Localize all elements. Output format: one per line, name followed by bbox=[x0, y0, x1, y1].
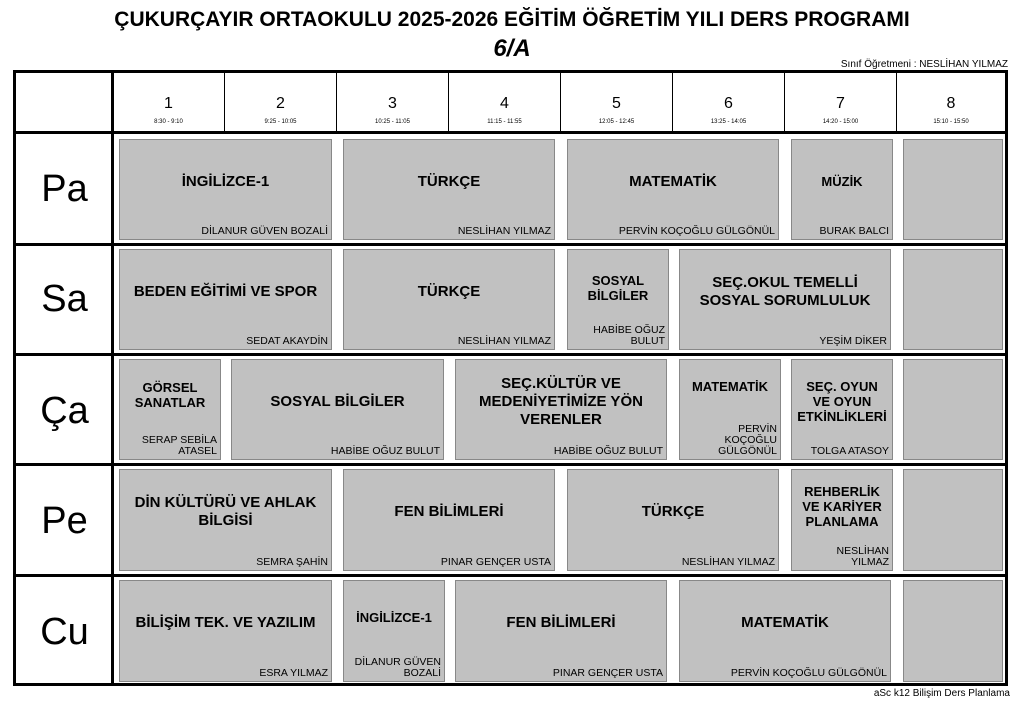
lesson-cell[interactable] bbox=[679, 249, 891, 350]
lesson-cell[interactable] bbox=[343, 249, 555, 350]
lesson-cell[interactable] bbox=[343, 580, 445, 682]
period-number: 8 bbox=[946, 95, 956, 112]
period-time: 15:10 - 15:50 bbox=[933, 119, 969, 125]
lesson-subject: FEN BİLİMLERİ bbox=[394, 503, 504, 520]
lesson-subject: SEÇ.KÜLTÜR VE MEDENİYETİMİZE YÖN VERENLER bbox=[479, 374, 643, 428]
period-number: 5 bbox=[612, 95, 621, 112]
lesson-teacher: HABİBE OĞUZ BULUT bbox=[553, 445, 663, 457]
lesson-cell[interactable] bbox=[791, 139, 893, 240]
period-time: 12:05 - 12:45 bbox=[598, 119, 635, 125]
lesson-teacher: NESLİHAN YILMAZ bbox=[681, 556, 775, 568]
period-time: 11:15 - 11:55 bbox=[487, 119, 522, 125]
lesson-subject: GÖRSEL SANATLAR bbox=[134, 379, 206, 410]
row-divider bbox=[13, 574, 1008, 577]
footer-credit: aSc k12 Bilişim Ders Planlama bbox=[873, 688, 1010, 699]
lesson-subject: FEN BİLİMLERİ bbox=[506, 614, 616, 631]
lesson-cell[interactable] bbox=[231, 359, 444, 460]
lesson-teacher: TOLGA ATASOY bbox=[810, 445, 889, 457]
lesson-cell[interactable] bbox=[119, 359, 221, 460]
lesson-teacher: PERVİN KOÇOĞLU GÜLGÖNÜL bbox=[618, 225, 775, 237]
lesson-teacher: SERAP SEBİLA ATASEL bbox=[141, 434, 217, 457]
lesson-cell[interactable] bbox=[567, 249, 669, 350]
lesson-subject: SOSYAL BİLGİLER bbox=[270, 392, 405, 410]
lesson-cell[interactable] bbox=[679, 580, 891, 682]
lesson-subject: İNGİLİZCE-1 bbox=[181, 172, 270, 190]
period-header bbox=[785, 73, 897, 131]
lesson-cell[interactable] bbox=[343, 469, 555, 571]
period-header bbox=[113, 73, 225, 131]
empty-lesson-cell[interactable] bbox=[903, 249, 1003, 350]
day-label: Pe bbox=[41, 500, 88, 542]
period-header bbox=[673, 73, 785, 131]
period-header bbox=[225, 73, 337, 131]
day-label: Pa bbox=[41, 168, 88, 210]
lesson-cell[interactable] bbox=[119, 469, 332, 571]
lesson-teacher: ESRA YILMAZ bbox=[259, 667, 328, 679]
lesson-teacher: SEMRA ŞAHİN bbox=[256, 556, 328, 568]
empty-lesson-cell[interactable] bbox=[903, 139, 1003, 240]
lesson-cell[interactable] bbox=[567, 469, 779, 571]
class-name: 6/A bbox=[493, 35, 531, 62]
lesson-teacher: DİLANUR GÜVEN BOZALİ bbox=[354, 656, 441, 679]
lesson-teacher: DİLANUR GÜVEN BOZALİ bbox=[201, 225, 328, 237]
row-divider bbox=[13, 131, 1008, 134]
lesson-teacher: YEŞİM DİKER bbox=[819, 335, 887, 347]
lesson-teacher: PINAR GENÇER USTA bbox=[440, 556, 551, 568]
lesson-cell[interactable] bbox=[343, 139, 555, 240]
lesson-teacher: HABİBE OĞUZ BULUT bbox=[593, 324, 665, 347]
lesson-cell[interactable] bbox=[791, 359, 893, 460]
class-teacher: Sınıf Öğretmeni : NESLİHAN YILMAZ bbox=[840, 59, 1008, 70]
lesson-subject: SEÇ.OKUL TEMELLİ SOSYAL SORUMLULUK bbox=[699, 273, 871, 309]
lesson-cell[interactable] bbox=[455, 580, 667, 682]
lesson-subject: TÜRKÇE bbox=[641, 503, 705, 520]
empty-lesson-cell[interactable] bbox=[903, 580, 1003, 682]
page-title: ÇUKURÇAYIR ORTAOKULU 2025-2026 EĞİTİM ÖĞRETİM YILI DERS PROGRAMI bbox=[114, 8, 910, 31]
period-number: 6 bbox=[724, 95, 733, 112]
lesson-subject: REHBERLİK VE KARİYER PLANLAMA bbox=[802, 483, 882, 529]
lesson-cell[interactable] bbox=[119, 139, 332, 240]
lesson-subject: TÜRKÇE bbox=[417, 282, 481, 300]
period-number: 4 bbox=[500, 95, 509, 112]
lesson-cell[interactable] bbox=[119, 580, 332, 682]
period-number: 1 bbox=[164, 95, 173, 112]
lesson-teacher: NESLİHAN YILMAZ bbox=[836, 545, 889, 568]
lesson-teacher: PERVİN KOÇOĞLU GÜLGÖNÜL bbox=[718, 423, 777, 457]
lesson-subject: MATEMATİK bbox=[691, 379, 769, 394]
lesson-cell[interactable] bbox=[679, 359, 781, 460]
lesson-teacher: HABİBE OĞUZ BULUT bbox=[330, 445, 440, 457]
lesson-cell[interactable] bbox=[455, 359, 667, 460]
lesson-subject: MÜZİK bbox=[821, 174, 863, 189]
lesson-subject: TÜRKÇE bbox=[417, 172, 481, 190]
period-time: 9:25 - 10:05 bbox=[264, 119, 297, 125]
lesson-cell[interactable] bbox=[119, 249, 332, 350]
lesson-cell[interactable] bbox=[791, 469, 893, 571]
period-time: 13:25 - 14:05 bbox=[710, 119, 747, 125]
lesson-subject: İNGİLİZCE-1 bbox=[356, 609, 432, 625]
lesson-subject: SEÇ. OYUN VE OYUN ETKİNLİKLERİ bbox=[797, 379, 887, 424]
period-header bbox=[337, 73, 449, 131]
period-header bbox=[449, 73, 561, 131]
empty-lesson-cell[interactable] bbox=[903, 359, 1003, 460]
period-time: 10:25 - 11:05 bbox=[375, 119, 410, 125]
row-divider bbox=[13, 243, 1008, 246]
row-divider bbox=[13, 353, 1008, 356]
period-time: 8:30 - 9:10 bbox=[154, 119, 183, 125]
period-number: 7 bbox=[836, 95, 845, 112]
lesson-subject: MATEMATİK bbox=[741, 614, 829, 631]
lesson-subject: SOSYAL BİLGİLER bbox=[587, 272, 649, 303]
column-divider bbox=[111, 73, 114, 683]
lesson-teacher: BURAK BALCI bbox=[819, 225, 889, 237]
lesson-subject: BEDEN EĞİTİMİ VE SPOR bbox=[133, 282, 318, 300]
lesson-teacher: PERVİN KOÇOĞLU GÜLGÖNÜL bbox=[730, 667, 887, 679]
lesson-subject: MATEMATİK bbox=[629, 172, 717, 190]
period-header bbox=[561, 73, 673, 131]
row-divider bbox=[13, 463, 1008, 466]
lesson-teacher: SEDAT AKAYDİN bbox=[246, 335, 328, 347]
lesson-teacher: NESLİHAN YILMAZ bbox=[457, 225, 551, 237]
lesson-cell[interactable] bbox=[567, 139, 779, 240]
lesson-subject: DİN KÜLTÜRÜ VE AHLAK BİLGİSİ bbox=[134, 494, 317, 529]
period-number: 2 bbox=[276, 95, 285, 112]
lesson-teacher: PINAR GENÇER USTA bbox=[552, 667, 663, 679]
empty-lesson-cell[interactable] bbox=[903, 469, 1003, 571]
lesson-teacher: NESLİHAN YILMAZ bbox=[457, 335, 551, 347]
day-label: Cu bbox=[40, 611, 89, 653]
period-time: 14:20 - 15:00 bbox=[822, 119, 859, 125]
day-label: Ça bbox=[40, 390, 89, 432]
period-number: 3 bbox=[388, 95, 397, 112]
lesson-subject: BİLİŞİM TEK. VE YAZILIM bbox=[135, 614, 316, 631]
day-label: Sa bbox=[41, 278, 88, 320]
period-header bbox=[897, 73, 1005, 131]
